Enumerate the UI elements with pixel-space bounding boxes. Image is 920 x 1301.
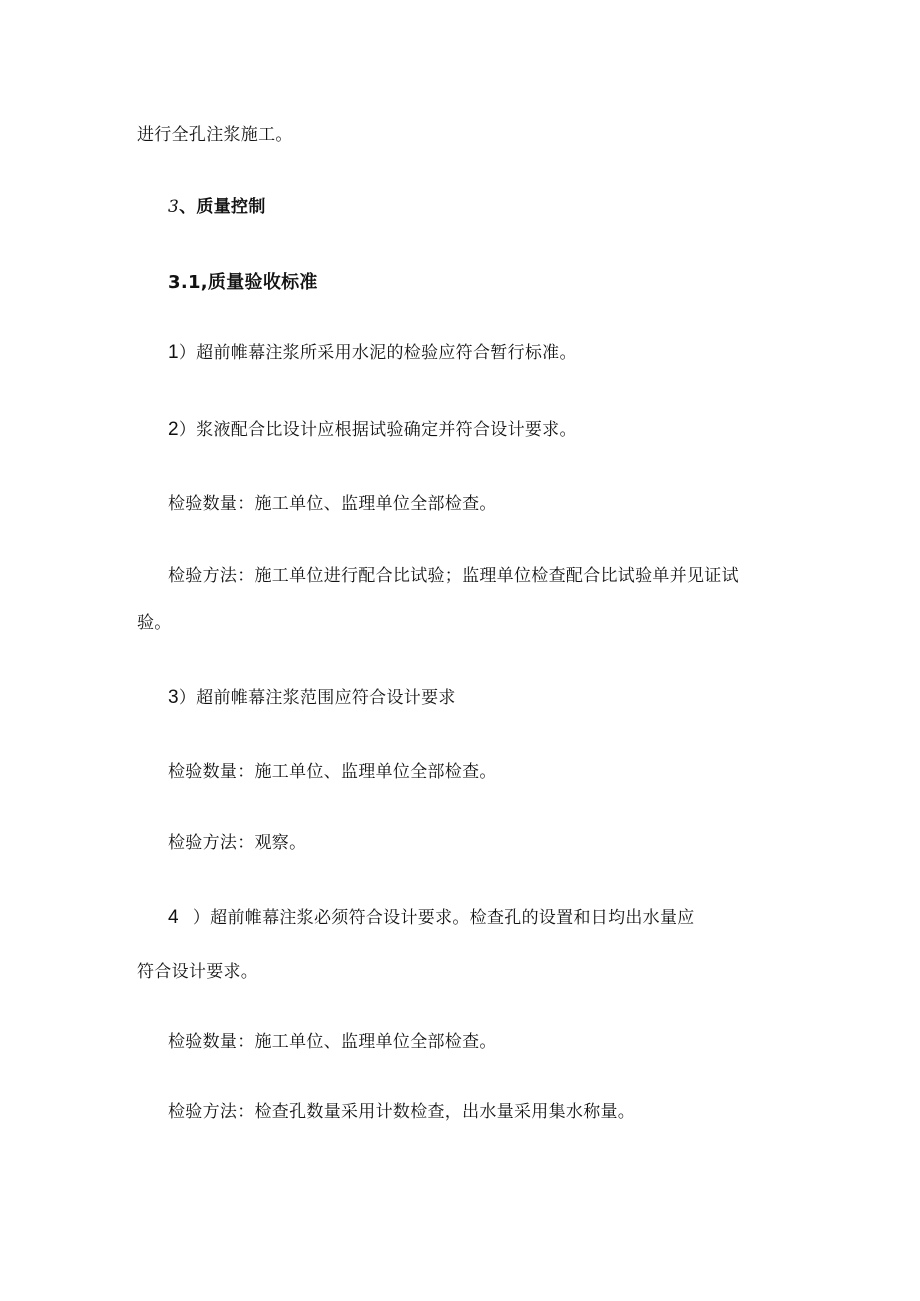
- section-title: 、质量控制: [179, 197, 266, 217]
- inspection-quantity: 检验数量：施工单位、监理单位全部检查。: [168, 762, 497, 782]
- item-4: [168, 906, 695, 930]
- inspection-method: 检验方法：检查孔数量采用计数检查，出水量采用集水称量。: [168, 1102, 636, 1122]
- section-number: 3: [168, 197, 180, 217]
- subsection-heading-acceptance-standard: 3.1,质量验收标准: [168, 272, 318, 293]
- item-number: 4: [168, 907, 179, 928]
- item-number: 1: [168, 342, 179, 363]
- item-3: [168, 686, 456, 710]
- inspection-method: 检验方法：施工单位进行配合比试验；监理单位检查配合比试验单并见证试: [168, 566, 739, 586]
- item-2: [168, 418, 577, 442]
- inspection-method-continuation: 验。: [137, 613, 172, 633]
- item-text: ）浆液配合比设计应根据试验确定并符合设计要求。: [178, 420, 577, 440]
- item-number: 2: [168, 419, 179, 440]
- item-text: ）超前帷幕注浆所采用水泥的检验应符合暂行标准。: [178, 343, 577, 363]
- inspection-method: 检验方法：观察。: [168, 833, 307, 853]
- item-4-continuation: 符合设计要求。: [137, 962, 259, 982]
- item-text: ）超前帷幕注浆必须符合设计要求。检查孔的设置和日均出水量应: [192, 908, 695, 928]
- item-number: 3: [168, 687, 179, 708]
- inspection-quantity: 检验数量：施工单位、监理单位全部检查。: [168, 494, 497, 514]
- item-1: [168, 341, 577, 365]
- paragraph-continuation: 进行全孔注浆施工。: [137, 125, 293, 145]
- item-text: ）超前帷幕注浆范围应符合设计要求: [178, 688, 456, 708]
- section-heading-quality-control: [168, 195, 266, 219]
- inspection-quantity: 检验数量：施工单位、监理单位全部检查。: [168, 1032, 497, 1052]
